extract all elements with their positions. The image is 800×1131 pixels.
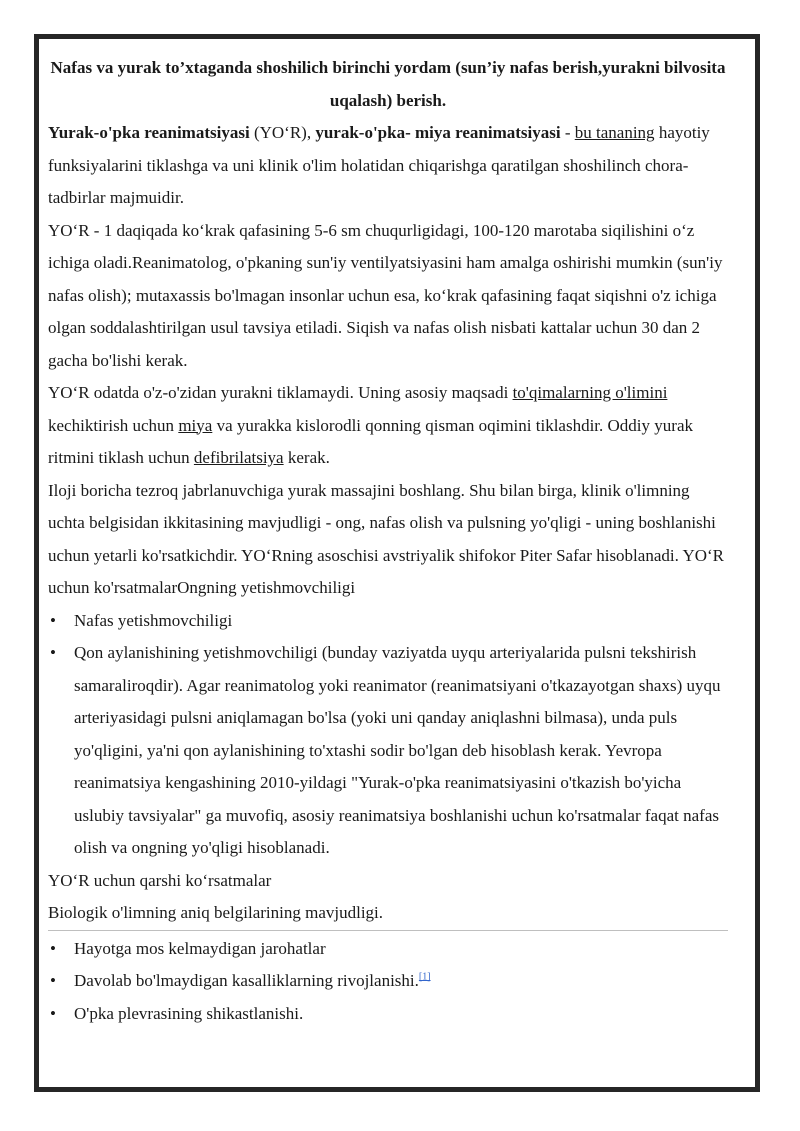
text-span: YO‘R odatda o'z-o'zidan yurakni tiklamaydi. Uning asosiy maqsadi (48, 383, 513, 402)
paragraph-definition (48, 117, 728, 215)
contraindications-list (48, 933, 728, 1031)
text-span: - (560, 123, 575, 142)
bullet-icon: • (50, 643, 56, 662)
list-item (48, 605, 728, 638)
bullet-icon: • (50, 971, 56, 990)
text-span: kerak. (283, 448, 330, 467)
list-item (48, 965, 728, 998)
indications-list (48, 605, 728, 865)
list-item (48, 933, 728, 966)
term-bold-1: Yurak-o'pka reanimatsiyasi (48, 123, 250, 142)
bullet-icon: • (50, 610, 56, 630)
link-defibrilatsiya[interactable]: defibrilatsiya (193, 448, 284, 467)
list-item-text: O'pka plevrasining shikastlanishi. (74, 1003, 304, 1023)
paragraph-compressions: YO‘R - 1 daqiqada ko‘krak qafasining 5-6 sm chuqurligidagi, 100-120 marotaba siqilishini o‘z ichiga oladi.Reanimatolog, o'pkaning sun'iy ventilyatsiyasini ham amalga oshirishi mumkin (sun'iy nafas olish); mutaxassis bo'lmagan insonlar uchun esa, ko‘krak qafasining faqat siqishni o'z ichiga olgan soddalashtirilgan usul tavsiya etiladi. Siqish va nafas olish nisbati kattalar uchun 30 dan 2 gacha bo'lishi kerak. (48, 220, 723, 370)
term-bold-2: yurak-o'pka- miya reanimatsiyasi (315, 123, 561, 142)
text-span: kechiktirish uchun (48, 415, 179, 435)
list-item (48, 998, 728, 1031)
contraindications-heading: YO‘R uchun qarshi ko‘rsatmalar (48, 870, 272, 890)
text-span: va yurakka kislorodli qonning qisman oqimini tiklashdir. Oddiy yurak ritmini tiklash uchun (48, 415, 693, 467)
list-item-text: Hayotga mos kelmaydigan jarohatlar (74, 938, 326, 958)
document-body (48, 56, 728, 1030)
paragraph-biological-death: Biologik o'limning aniq belgilarining mavjudligi. (48, 897, 728, 931)
link-miya[interactable]: miya (178, 415, 213, 435)
paragraph-start-massage: Iloji boricha tezroq jabrlanuvchiga yurak massajini boshlang. Shu bilan birga, klinik o'limning uchta belgisidan ikkitasining mavjudligi - ong, nafas olish va pulsning yo'qligi - uning boshlanishi uchun yetarli ko'rsatkichdir. YO‘Rning asoschisi avstriyalik shifokor Piter Safar hisoblanadi. YO‘R uchun ko'rsatmalarOngning yetishmovchiligi (48, 480, 725, 597)
list-item-text: Davolab bo'lmaydigan kasalliklarning rivojlanishi. (74, 971, 419, 990)
list-item (48, 637, 728, 865)
list-item-text: Qon aylanishining yetishmovchiligi (bunday vaziyatda uyqu arteriyalarida pulsni tekshirish samaraliroqdir). Agar reanimatolog yoki reanimator (reanimatsiyani o'tkazayotgan shaxs) uyqu arteriyasidagi pulsni aniqlamagan bo'lsa (yoki uni qanday aniqlashni bilmasa), unda puls yo'qligini, ya'ni qon aylanishining to'xtashi sodir bo'lgan deb hisoblash kerak. Yevropa reanimatsiya kengashining 2010-yildagi "Yurak-o'pka reanimatsiyasini o'tkazish bo'yicha uslubiy tavsiyalar" ga muvofiq, asosiy reanimatsiya boshlanishi uchun ko'rsatmalar faqat nafas olish va ongning yo'qligi hisoblanadi. (74, 643, 721, 857)
document-title: Nafas va yurak to’xtaganda shoshilich birinchi yordam (sun’iy nafas berish,yurakni bilvosita uqalash) berish. (50, 58, 726, 110)
footnote-link[interactable]: [1] (418, 971, 431, 983)
text-span: hayotiy funksiyalarini tiklashga va uni klinik o'lim holatidan chiqarishga qaratilgan shoshilinch chora-tadbirlar majmuidir. (48, 123, 710, 207)
bullet-icon: • (50, 1003, 56, 1023)
link-toqimalarning-olimini[interactable]: to'qimalarning o'limini (512, 383, 668, 402)
paragraph-purpose (48, 377, 728, 475)
list-item-text: Nafas yetishmovchiligi (74, 610, 233, 630)
bullet-icon: • (50, 938, 56, 958)
link-bu-tananing[interactable]: bu tananing (574, 123, 655, 142)
text-span: (YO‘R), (249, 123, 316, 142)
